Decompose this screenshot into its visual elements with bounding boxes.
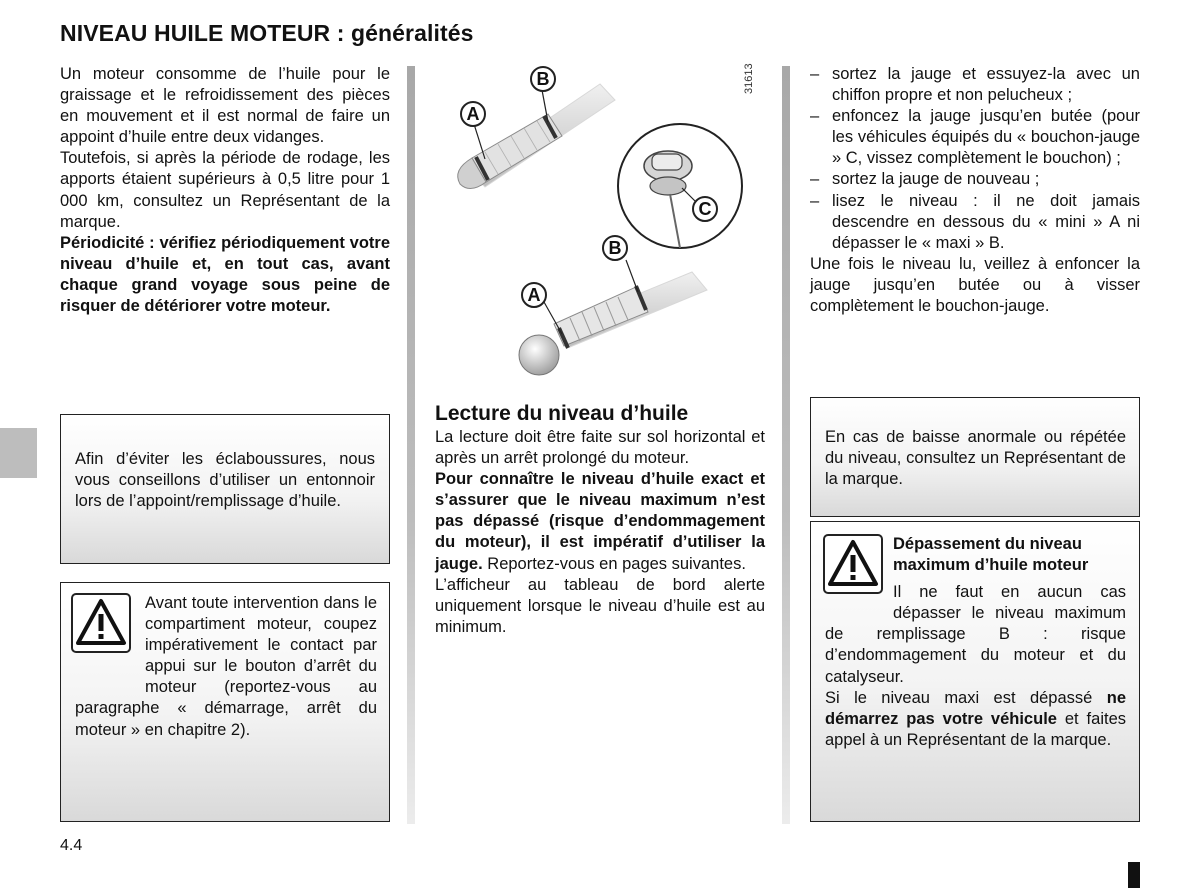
periodicity-bold-text: Périodicité : vérifiez périodiquement votre niveau d’huile et, en tout cas, avant chaque grand voyage sous peine de risquer de détériorer votre moteur. — [60, 233, 390, 316]
engine-warning-text — [75, 593, 377, 741]
label-c: C — [698, 199, 712, 219]
reading-text — [435, 427, 765, 638]
engine-warning-box — [60, 582, 390, 822]
dipstick-figure — [430, 62, 770, 382]
overfill-warning-paragraph-1: Il ne faut en aucun cas dépasser le niveau maximum de remplissage B : risque d’endommagement du moteur et du catalyseur. — [825, 583, 1126, 686]
overfill-warning-text — [825, 534, 1126, 751]
chapter-tab — [0, 428, 37, 478]
step-item: – lisez le niveau : il ne doit jamais descendre en dessous du « mini » A ni dépasser le « maxi » B. — [810, 191, 1140, 254]
step-item: – sortez la jauge de nouveau ; — [810, 169, 1140, 190]
corner-mark — [1128, 862, 1140, 888]
steps-list — [810, 64, 1140, 254]
label-a-upper: A — [466, 104, 480, 124]
page-title: NIVEAU HUILE MOTEUR : généralités — [60, 20, 474, 46]
overfill-warning-p2-bold: ne démarrez pas votre véhicule — [825, 688, 1126, 728]
funnel-note-text: Afin d’éviter les éclaboussures, nous vous conseillons d’utiliser un entonnoir lors de l’appoint/remplissage d’huile. — [75, 450, 375, 511]
closing-paragraph: Une fois le niveau lu, veillez à enfoncer la jauge jusqu’en butée ou à visser complètement le bouchon-jauge. — [810, 254, 1140, 316]
intro-paragraph-2: Toutefois, si après la période de rodage, les apports étaient supérieurs à 0,5 litre pour 1 000 km, consultez un Représentant de la marque. — [60, 149, 390, 231]
periodicity-paragraph — [60, 233, 390, 317]
overfill-warning-p2-start: Si le niveau maxi est dépassé — [825, 688, 1107, 707]
abnormal-drop-note-text: En cas de baisse anormale ou répétée du niveau, consultez un Représentant de la marque. — [825, 428, 1126, 489]
abnormal-drop-note-box — [810, 397, 1140, 517]
step-item: – sortez la jauge et essuyez-la avec un chiffon propre et non pelucheux ; — [810, 64, 1140, 106]
page-number: 4.4 — [60, 837, 83, 854]
reading-paragraph-3: L’afficheur au tableau de bord alerte uniquement lorsque le niveau d’huile est au minimum. — [435, 575, 765, 636]
dipstick-illustration — [430, 62, 770, 382]
label-b-upper: B — [536, 69, 550, 89]
reading-rest-text: Reportez-vous en pages suivantes. — [482, 554, 746, 573]
label-a-lower: A — [527, 285, 541, 305]
step-item: – enfoncez la jauge jusqu’en butée (pour les véhicules équipés du « bouchon-jauge » C, vissez complètement le bouchon) ; — [810, 106, 1140, 169]
figure-ref-number: 31613 — [743, 63, 755, 94]
overfill-warning-box — [810, 521, 1140, 822]
reading-paragraph-1: La lecture doit être faite sur sol horizontal et après un arrêt prolongé du moteur. — [435, 428, 765, 468]
reading-paragraph-2 — [435, 469, 765, 574]
intro-text — [60, 64, 390, 317]
label-b-lower: B — [608, 238, 622, 258]
overfill-warning-paragraph-2 — [825, 688, 1126, 751]
intro-paragraph-1: Un moteur consomme de l’huile pour le graissage et le refroidissement des pièces en mouvement et il est normal de faire un appoint d’huile entre deux vidanges. — [60, 65, 390, 147]
column-divider-right — [782, 66, 790, 824]
steps-text — [810, 64, 1140, 317]
column-divider-left — [407, 66, 415, 824]
funnel-note-box — [60, 414, 390, 564]
section-heading: Lecture du niveau d’huile — [435, 402, 689, 425]
engine-warning-content: Avant toute intervention dans le compartiment moteur, coupez impérativement le contact par appui sur le bouton d’arrêt du moteur (reportez-vous au paragraphe « démarrage, arrêt du moteur » en chapitre 2). — [75, 594, 377, 739]
reading-bold-text: Pour connaître le niveau d’huile exact et s’assurer que le niveau maximum n’est pas dépassé (risque d’endommagement du moteur), il est impératif d’utiliser la jauge. — [435, 470, 765, 573]
overfill-warning-title: Dépassement du niveau maximum d’huile moteur — [893, 535, 1089, 575]
overfill-warning-p2-end: et faites appel à un Représentant de la marque. — [825, 709, 1126, 749]
